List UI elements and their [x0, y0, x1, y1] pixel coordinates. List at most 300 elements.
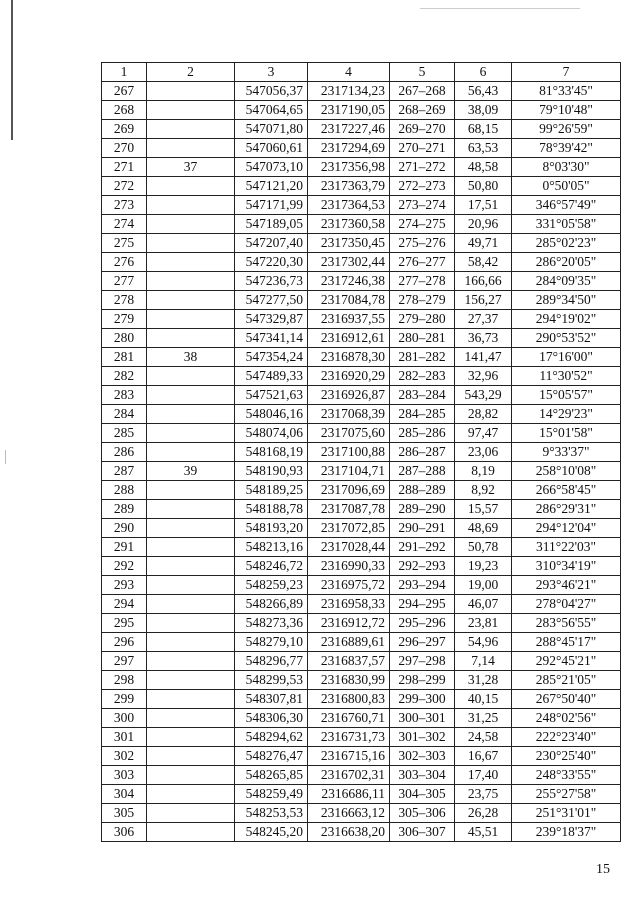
x-coordinate-cell: 547171,99	[235, 196, 308, 215]
direction-angle-cell: 8°03'30"	[512, 158, 621, 177]
header-cell: 7	[512, 63, 621, 82]
length-cell: 45,51	[455, 823, 512, 842]
y-coordinate-cell: 2316715,16	[308, 747, 390, 766]
x-coordinate-cell: 548213,16	[235, 538, 308, 557]
page-number: 15	[596, 862, 610, 877]
y-coordinate-cell: 2316975,72	[308, 576, 390, 595]
direction-angle-cell: 311°22'03"	[512, 538, 621, 557]
table-header-row	[102, 63, 621, 82]
parcel-number-cell	[147, 101, 235, 120]
segment-cell: 267–268	[390, 82, 455, 101]
header-cell: 6	[455, 63, 512, 82]
x-coordinate-cell: 548259,23	[235, 576, 308, 595]
direction-angle-cell: 266°58'45"	[512, 481, 621, 500]
length-cell: 36,73	[455, 329, 512, 348]
y-coordinate-cell: 2317100,88	[308, 443, 390, 462]
length-cell: 15,57	[455, 500, 512, 519]
x-coordinate-cell: 547489,33	[235, 367, 308, 386]
length-cell: 17,40	[455, 766, 512, 785]
length-cell: 56,43	[455, 82, 512, 101]
y-coordinate-cell: 2317363,79	[308, 177, 390, 196]
parcel-number-cell	[147, 500, 235, 519]
direction-angle-cell: 293°46'21"	[512, 576, 621, 595]
segment-cell: 275–276	[390, 234, 455, 253]
segment-cell: 271–272	[390, 158, 455, 177]
point-number-cell: 281	[102, 348, 147, 367]
margin-rule	[11, 0, 13, 140]
table-row	[102, 120, 621, 139]
length-cell: 141,47	[455, 348, 512, 367]
x-coordinate-cell: 547189,05	[235, 215, 308, 234]
x-coordinate-cell: 548273,36	[235, 614, 308, 633]
segment-cell: 294–295	[390, 595, 455, 614]
x-coordinate-cell: 547341,14	[235, 329, 308, 348]
table-row	[102, 405, 621, 424]
length-cell: 50,78	[455, 538, 512, 557]
point-number-cell: 299	[102, 690, 147, 709]
y-coordinate-cell: 2317350,45	[308, 234, 390, 253]
length-cell: 543,29	[455, 386, 512, 405]
direction-angle-cell: 285°21'05"	[512, 671, 621, 690]
length-cell: 23,81	[455, 614, 512, 633]
segment-cell: 280–281	[390, 329, 455, 348]
direction-angle-cell: 251°31'01"	[512, 804, 621, 823]
segment-cell: 302–303	[390, 747, 455, 766]
y-coordinate-cell: 2317294,69	[308, 139, 390, 158]
length-cell: 8,19	[455, 462, 512, 481]
table-row	[102, 291, 621, 310]
segment-cell: 282–283	[390, 367, 455, 386]
parcel-number-cell	[147, 614, 235, 633]
direction-angle-cell: 294°19'02"	[512, 310, 621, 329]
x-coordinate-cell: 548259,49	[235, 785, 308, 804]
x-coordinate-cell: 548307,81	[235, 690, 308, 709]
segment-cell: 306–307	[390, 823, 455, 842]
parcel-number-cell: 37	[147, 158, 235, 177]
direction-angle-cell: 255°27'58"	[512, 785, 621, 804]
x-coordinate-cell: 547236,73	[235, 272, 308, 291]
direction-angle-cell: 286°29'31"	[512, 500, 621, 519]
point-number-cell: 300	[102, 709, 147, 728]
header-cell: 3	[235, 63, 308, 82]
length-cell: 24,58	[455, 728, 512, 747]
table-row	[102, 766, 621, 785]
parcel-number-cell	[147, 367, 235, 386]
y-coordinate-cell: 2316638,20	[308, 823, 390, 842]
table-row	[102, 272, 621, 291]
direction-angle-cell: 14°29'23"	[512, 405, 621, 424]
segment-cell: 299–300	[390, 690, 455, 709]
parcel-number-cell: 38	[147, 348, 235, 367]
point-number-cell: 302	[102, 747, 147, 766]
header-cell: 5	[390, 63, 455, 82]
x-coordinate-cell: 548046,16	[235, 405, 308, 424]
scan-mark	[5, 450, 6, 464]
x-coordinate-cell: 548253,53	[235, 804, 308, 823]
length-cell: 40,15	[455, 690, 512, 709]
point-number-cell: 298	[102, 671, 147, 690]
parcel-number-cell	[147, 405, 235, 424]
x-coordinate-cell: 548245,20	[235, 823, 308, 842]
direction-angle-cell: 292°45'21"	[512, 652, 621, 671]
parcel-number-cell	[147, 424, 235, 443]
segment-cell: 303–304	[390, 766, 455, 785]
segment-cell: 304–305	[390, 785, 455, 804]
parcel-number-cell	[147, 82, 235, 101]
point-number-cell: 273	[102, 196, 147, 215]
parcel-number-cell	[147, 785, 235, 804]
x-coordinate-cell: 547329,87	[235, 310, 308, 329]
y-coordinate-cell: 2317104,71	[308, 462, 390, 481]
length-cell: 97,47	[455, 424, 512, 443]
parcel-number-cell	[147, 728, 235, 747]
direction-angle-cell: 79°10'48"	[512, 101, 621, 120]
direction-angle-cell: 0°50'05"	[512, 177, 621, 196]
y-coordinate-cell: 2317068,39	[308, 405, 390, 424]
direction-angle-cell: 17°16'00"	[512, 348, 621, 367]
point-number-cell: 293	[102, 576, 147, 595]
parcel-number-cell	[147, 481, 235, 500]
length-cell: 49,71	[455, 234, 512, 253]
point-number-cell: 274	[102, 215, 147, 234]
parcel-number-cell	[147, 291, 235, 310]
segment-cell: 297–298	[390, 652, 455, 671]
x-coordinate-cell: 547220,30	[235, 253, 308, 272]
y-coordinate-cell: 2316760,71	[308, 709, 390, 728]
y-coordinate-cell: 2316830,99	[308, 671, 390, 690]
direction-angle-cell: 283°56'55"	[512, 614, 621, 633]
segment-cell: 296–297	[390, 633, 455, 652]
direction-angle-cell: 99°26'59"	[512, 120, 621, 139]
direction-angle-cell: 230°25'40"	[512, 747, 621, 766]
point-number-cell: 267	[102, 82, 147, 101]
parcel-number-cell	[147, 215, 235, 234]
y-coordinate-cell: 2317227,46	[308, 120, 390, 139]
segment-cell: 298–299	[390, 671, 455, 690]
direction-angle-cell: 9°33'37"	[512, 443, 621, 462]
y-coordinate-cell: 2317356,98	[308, 158, 390, 177]
length-cell: 48,58	[455, 158, 512, 177]
length-cell: 48,69	[455, 519, 512, 538]
point-number-cell: 292	[102, 557, 147, 576]
y-coordinate-cell: 2316889,61	[308, 633, 390, 652]
segment-cell: 293–294	[390, 576, 455, 595]
segment-cell: 276–277	[390, 253, 455, 272]
length-cell: 8,92	[455, 481, 512, 500]
point-number-cell: 303	[102, 766, 147, 785]
header-cell: 2	[147, 63, 235, 82]
length-cell: 46,07	[455, 595, 512, 614]
x-coordinate-cell: 547060,61	[235, 139, 308, 158]
table-row	[102, 215, 621, 234]
table-row	[102, 690, 621, 709]
table-row	[102, 234, 621, 253]
table-body	[102, 82, 621, 842]
segment-cell: 287–288	[390, 462, 455, 481]
header-cell: 1	[102, 63, 147, 82]
point-number-cell: 269	[102, 120, 147, 139]
segment-cell: 274–275	[390, 215, 455, 234]
length-cell: 156,27	[455, 291, 512, 310]
point-number-cell: 271	[102, 158, 147, 177]
y-coordinate-cell: 2316926,87	[308, 386, 390, 405]
length-cell: 23,06	[455, 443, 512, 462]
table-row	[102, 557, 621, 576]
segment-cell: 305–306	[390, 804, 455, 823]
point-number-cell: 270	[102, 139, 147, 158]
table-row	[102, 253, 621, 272]
y-coordinate-cell: 2316663,12	[308, 804, 390, 823]
point-number-cell: 291	[102, 538, 147, 557]
header-rule	[420, 8, 580, 9]
length-cell: 38,09	[455, 101, 512, 120]
y-coordinate-cell: 2317190,05	[308, 101, 390, 120]
point-number-cell: 304	[102, 785, 147, 804]
direction-angle-cell: 222°23'40"	[512, 728, 621, 747]
table-row	[102, 519, 621, 538]
table-row	[102, 747, 621, 766]
x-coordinate-cell: 548296,77	[235, 652, 308, 671]
y-coordinate-cell: 2317084,78	[308, 291, 390, 310]
y-coordinate-cell: 2316912,61	[308, 329, 390, 348]
table-row	[102, 462, 621, 481]
table-row	[102, 785, 621, 804]
x-coordinate-cell: 547277,50	[235, 291, 308, 310]
direction-angle-cell: 286°20'05"	[512, 253, 621, 272]
segment-cell: 273–274	[390, 196, 455, 215]
y-coordinate-cell: 2317075,60	[308, 424, 390, 443]
parcel-number-cell	[147, 139, 235, 158]
x-coordinate-cell: 548266,89	[235, 595, 308, 614]
y-coordinate-cell: 2316912,72	[308, 614, 390, 633]
point-number-cell: 275	[102, 234, 147, 253]
parcel-number-cell	[147, 272, 235, 291]
parcel-number-cell	[147, 310, 235, 329]
x-coordinate-cell: 547064,65	[235, 101, 308, 120]
segment-cell: 281–282	[390, 348, 455, 367]
y-coordinate-cell: 2316837,57	[308, 652, 390, 671]
parcel-number-cell	[147, 386, 235, 405]
x-coordinate-cell: 548279,10	[235, 633, 308, 652]
table-row	[102, 671, 621, 690]
segment-cell: 289–290	[390, 500, 455, 519]
y-coordinate-cell: 2316686,11	[308, 785, 390, 804]
length-cell: 28,82	[455, 405, 512, 424]
length-cell: 166,66	[455, 272, 512, 291]
segment-cell: 284–285	[390, 405, 455, 424]
y-coordinate-cell: 2317134,23	[308, 82, 390, 101]
direction-angle-cell: 294°12'04"	[512, 519, 621, 538]
segment-cell: 277–278	[390, 272, 455, 291]
direction-angle-cell: 81°33'45"	[512, 82, 621, 101]
y-coordinate-cell: 2316731,73	[308, 728, 390, 747]
table-row	[102, 614, 621, 633]
parcel-number-cell	[147, 120, 235, 139]
point-number-cell: 278	[102, 291, 147, 310]
direction-angle-cell: 290°53'52"	[512, 329, 621, 348]
y-coordinate-cell: 2316702,31	[308, 766, 390, 785]
length-cell: 7,14	[455, 652, 512, 671]
table-row	[102, 348, 621, 367]
parcel-number-cell	[147, 652, 235, 671]
parcel-number-cell	[147, 557, 235, 576]
point-number-cell: 306	[102, 823, 147, 842]
length-cell: 31,25	[455, 709, 512, 728]
point-number-cell: 279	[102, 310, 147, 329]
direction-angle-cell: 239°18'37"	[512, 823, 621, 842]
length-cell: 63,53	[455, 139, 512, 158]
length-cell: 31,28	[455, 671, 512, 690]
parcel-number-cell: 39	[147, 462, 235, 481]
point-number-cell: 276	[102, 253, 147, 272]
y-coordinate-cell: 2317360,58	[308, 215, 390, 234]
table-row	[102, 367, 621, 386]
length-cell: 54,96	[455, 633, 512, 652]
point-number-cell: 294	[102, 595, 147, 614]
y-coordinate-cell: 2316878,30	[308, 348, 390, 367]
length-cell: 58,42	[455, 253, 512, 272]
parcel-number-cell	[147, 576, 235, 595]
segment-cell: 288–289	[390, 481, 455, 500]
direction-angle-cell: 248°02'56"	[512, 709, 621, 728]
parcel-number-cell	[147, 823, 235, 842]
length-cell: 19,00	[455, 576, 512, 595]
x-coordinate-cell: 547073,10	[235, 158, 308, 177]
direction-angle-cell: 346°57'49"	[512, 196, 621, 215]
y-coordinate-cell: 2316937,55	[308, 310, 390, 329]
table-row	[102, 177, 621, 196]
point-number-cell: 280	[102, 329, 147, 348]
direction-angle-cell: 267°50'40"	[512, 690, 621, 709]
y-coordinate-cell: 2317028,44	[308, 538, 390, 557]
point-number-cell: 287	[102, 462, 147, 481]
parcel-number-cell	[147, 177, 235, 196]
table-row	[102, 139, 621, 158]
point-number-cell: 296	[102, 633, 147, 652]
table-row	[102, 310, 621, 329]
table-row	[102, 481, 621, 500]
parcel-number-cell	[147, 234, 235, 253]
segment-cell: 295–296	[390, 614, 455, 633]
segment-cell: 268–269	[390, 101, 455, 120]
length-cell: 68,15	[455, 120, 512, 139]
length-cell: 23,75	[455, 785, 512, 804]
point-number-cell: 285	[102, 424, 147, 443]
parcel-number-cell	[147, 443, 235, 462]
length-cell: 19,23	[455, 557, 512, 576]
parcel-number-cell	[147, 519, 235, 538]
parcel-number-cell	[147, 747, 235, 766]
parcel-number-cell	[147, 329, 235, 348]
table-row	[102, 652, 621, 671]
point-number-cell: 297	[102, 652, 147, 671]
point-number-cell: 290	[102, 519, 147, 538]
parcel-number-cell	[147, 709, 235, 728]
parcel-number-cell	[147, 595, 235, 614]
table-row	[102, 443, 621, 462]
x-coordinate-cell: 548193,20	[235, 519, 308, 538]
x-coordinate-cell: 548299,53	[235, 671, 308, 690]
table-row	[102, 386, 621, 405]
x-coordinate-cell: 547207,40	[235, 234, 308, 253]
segment-cell: 290–291	[390, 519, 455, 538]
point-number-cell: 289	[102, 500, 147, 519]
direction-angle-cell: 11°30'52"	[512, 367, 621, 386]
table-row	[102, 196, 621, 215]
x-coordinate-cell: 547521,63	[235, 386, 308, 405]
direction-angle-cell: 289°34'50"	[512, 291, 621, 310]
y-coordinate-cell: 2316920,29	[308, 367, 390, 386]
point-number-cell: 301	[102, 728, 147, 747]
segment-cell: 278–279	[390, 291, 455, 310]
segment-cell: 283–284	[390, 386, 455, 405]
x-coordinate-cell: 547071,80	[235, 120, 308, 139]
point-number-cell: 295	[102, 614, 147, 633]
segment-cell: 301–302	[390, 728, 455, 747]
direction-angle-cell: 278°04'27"	[512, 595, 621, 614]
segment-cell: 300–301	[390, 709, 455, 728]
y-coordinate-cell: 2316990,33	[308, 557, 390, 576]
direction-angle-cell: 284°09'35"	[512, 272, 621, 291]
x-coordinate-cell: 548246,72	[235, 557, 308, 576]
segment-cell: 272–273	[390, 177, 455, 196]
point-number-cell: 268	[102, 101, 147, 120]
table-row	[102, 329, 621, 348]
parcel-number-cell	[147, 196, 235, 215]
parcel-number-cell	[147, 690, 235, 709]
table-row	[102, 424, 621, 443]
x-coordinate-cell: 548074,06	[235, 424, 308, 443]
point-number-cell: 277	[102, 272, 147, 291]
point-number-cell: 305	[102, 804, 147, 823]
x-coordinate-cell: 547354,24	[235, 348, 308, 367]
x-coordinate-cell: 548190,93	[235, 462, 308, 481]
table-row	[102, 500, 621, 519]
y-coordinate-cell: 2317302,44	[308, 253, 390, 272]
length-cell: 20,96	[455, 215, 512, 234]
point-number-cell: 272	[102, 177, 147, 196]
table-row	[102, 728, 621, 747]
direction-angle-cell: 258°10'08"	[512, 462, 621, 481]
x-coordinate-cell: 548306,30	[235, 709, 308, 728]
direction-angle-cell: 78°39'42"	[512, 139, 621, 158]
table-row	[102, 82, 621, 101]
segment-cell: 269–270	[390, 120, 455, 139]
x-coordinate-cell: 548276,47	[235, 747, 308, 766]
direction-angle-cell: 331°05'58"	[512, 215, 621, 234]
point-number-cell: 283	[102, 386, 147, 405]
direction-angle-cell: 288°45'17"	[512, 633, 621, 652]
table-row	[102, 709, 621, 728]
length-cell: 16,67	[455, 747, 512, 766]
segment-cell: 292–293	[390, 557, 455, 576]
direction-angle-cell: 310°34'19"	[512, 557, 621, 576]
table-row	[102, 538, 621, 557]
parcel-number-cell	[147, 766, 235, 785]
table-row	[102, 158, 621, 177]
length-cell: 50,80	[455, 177, 512, 196]
y-coordinate-cell: 2317087,78	[308, 500, 390, 519]
header-cell: 4	[308, 63, 390, 82]
segment-cell: 291–292	[390, 538, 455, 557]
parcel-number-cell	[147, 253, 235, 272]
coordinates-table	[101, 62, 621, 842]
direction-angle-cell: 15°05'57"	[512, 386, 621, 405]
table-row	[102, 595, 621, 614]
parcel-number-cell	[147, 804, 235, 823]
y-coordinate-cell: 2317246,38	[308, 272, 390, 291]
length-cell: 26,28	[455, 804, 512, 823]
